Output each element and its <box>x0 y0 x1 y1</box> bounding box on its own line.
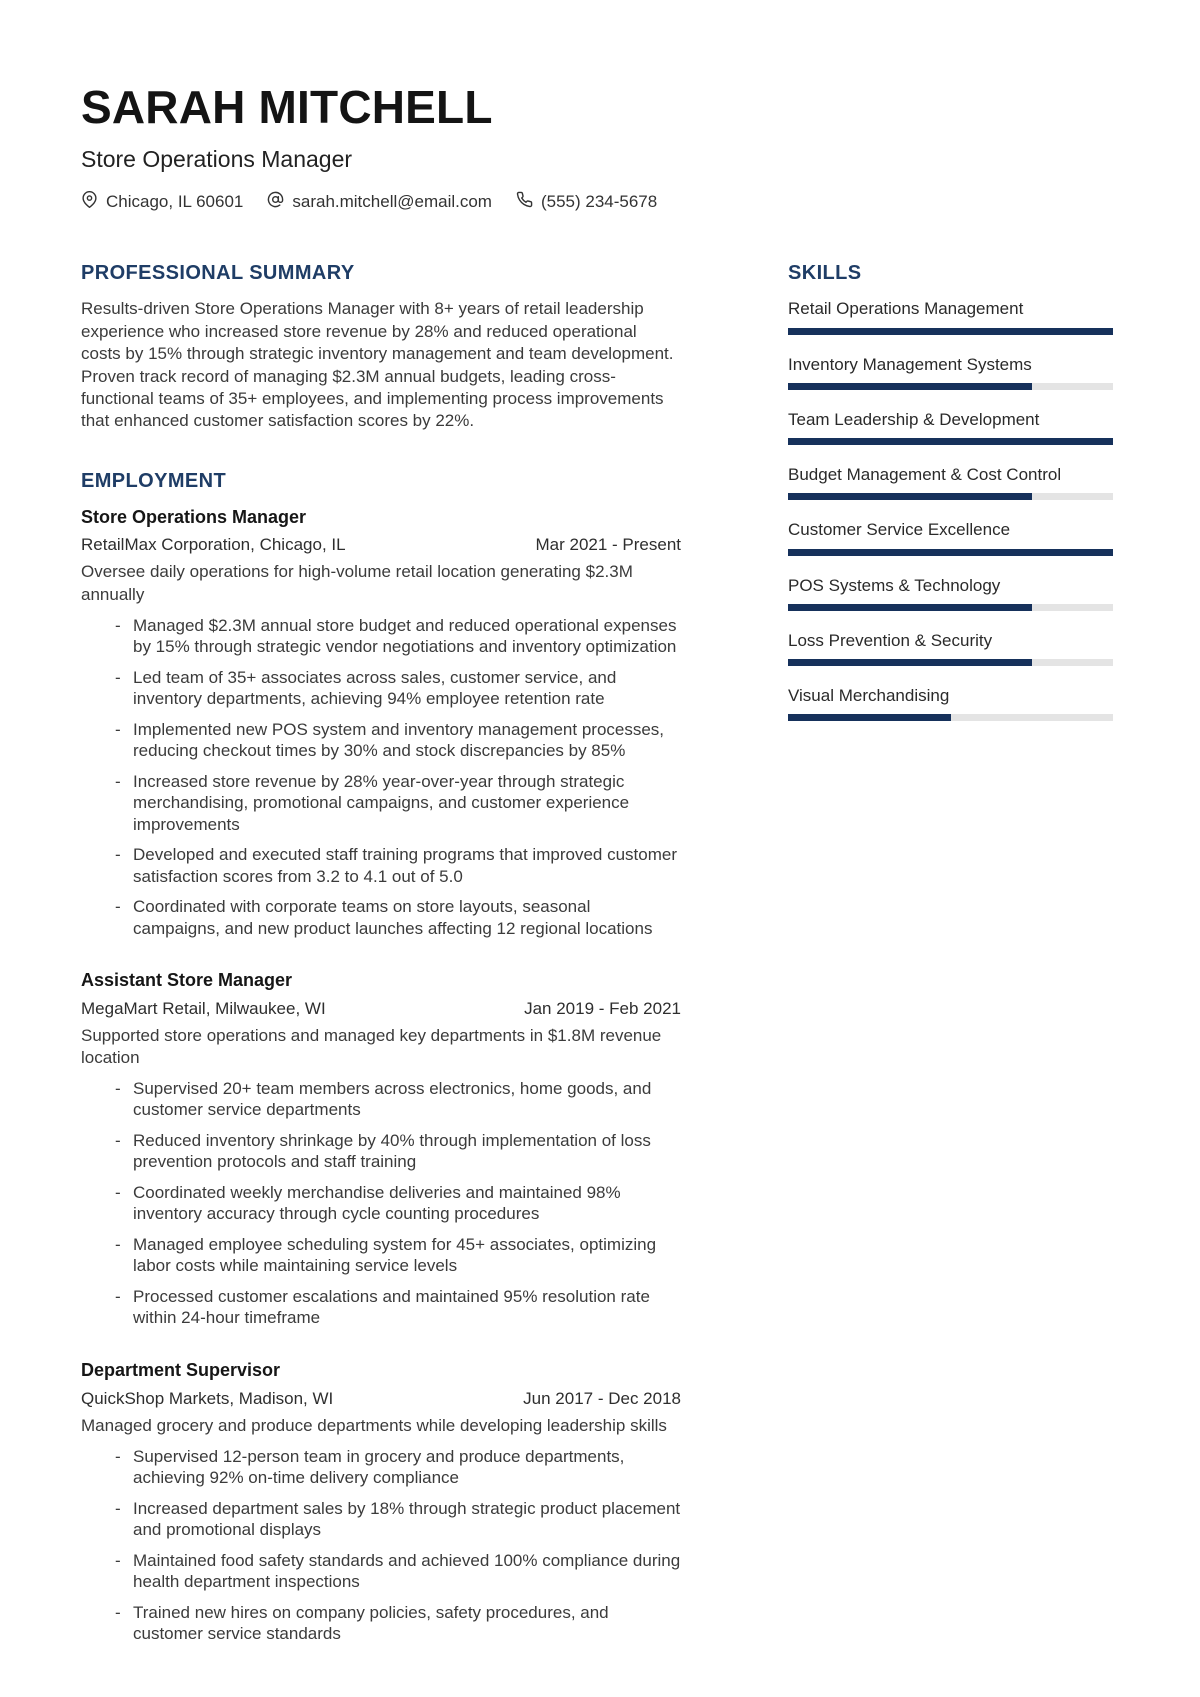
phone-icon <box>516 191 533 213</box>
job-entry <box>81 970 681 1329</box>
skill-bar-fill <box>788 438 1113 445</box>
bullet-text: Led team of 35+ associates across sales, customer service, and inventory departments, achieving 94% employee retention rate <box>133 667 617 709</box>
bullet-text: Increased store revenue by 28% year-over-year through strategic merchandising, promotional campaigns, and customer experience improvements <box>133 771 630 834</box>
resume-header <box>81 81 1113 213</box>
candidate-title: Store Operations Manager <box>81 146 353 172</box>
job-meta-row <box>81 998 681 1020</box>
skill-bar-fill <box>788 383 1032 390</box>
job-bullet <box>81 1182 681 1225</box>
bullet-dash: - <box>115 1602 121 1622</box>
bullet-text: Developed and executed staff training programs that improved customer satisfaction scores from 3.2 to 4.1 out of 5.0 <box>133 845 677 886</box>
skill-item <box>788 685 1113 721</box>
job-summary: Managed grocery and produce departments while developing leadership skills <box>81 1415 667 1435</box>
contact-email <box>267 191 492 213</box>
main-column <box>81 262 681 1644</box>
skill-label: Loss Prevention & Security <box>788 630 993 650</box>
bullet-text: Managed $2.3M annual store budget and reduced operational expenses by 15% through strategic vendor negotiations and inventory optimization <box>133 615 677 657</box>
skill-bar-fill <box>788 659 1032 666</box>
job-bullet-list <box>81 615 681 940</box>
skill-label: Retail Operations Management <box>788 299 1024 319</box>
job-bullet <box>81 719 681 762</box>
skill-bar-track <box>788 604 1113 611</box>
contact-location <box>81 191 243 213</box>
job-company: MegaMart Retail, Milwaukee, WI <box>81 998 326 1018</box>
contact-phone <box>516 191 657 213</box>
job-bullet <box>81 1602 681 1645</box>
job-meta-row <box>81 1388 681 1410</box>
job-bullet <box>81 1286 681 1329</box>
skill-bar-fill <box>788 493 1032 500</box>
skill-bar-fill <box>788 328 1113 335</box>
job-bullet <box>81 1498 681 1541</box>
skills-heading: SKILLS <box>788 262 862 285</box>
bullet-dash: - <box>115 1446 121 1466</box>
bullet-dash: - <box>115 771 121 791</box>
location-pin-icon <box>81 191 98 213</box>
skill-item <box>788 354 1113 390</box>
job-bullet <box>81 667 681 710</box>
bullet-dash: - <box>115 1078 121 1098</box>
bullet-text: Maintained food safety standards and achieved 100% compliance during health department inspections <box>133 1550 681 1592</box>
job-company: QuickShop Markets, Madison, WI <box>81 1388 334 1408</box>
bullet-dash: - <box>115 1286 121 1306</box>
skill-bar-track <box>788 659 1113 666</box>
skill-item <box>788 630 1113 666</box>
skill-bar-fill <box>788 714 951 721</box>
location-text: Chicago, IL 60601 <box>106 192 244 212</box>
bullet-dash: - <box>115 1182 121 1202</box>
skill-bar-track <box>788 328 1113 335</box>
email-at-icon <box>267 191 284 213</box>
bullet-text: Increased department sales by 18% through strategic product placement and promotional displays <box>133 1498 681 1540</box>
bullet-text: Trained new hires on company policies, safety procedures, and customer service standards <box>133 1602 609 1644</box>
job-bullet <box>81 896 681 939</box>
job-entry <box>81 1360 681 1645</box>
job-bullet <box>81 615 681 658</box>
bullet-text: Supervised 20+ team members across electronics, home goods, and customer service departments <box>133 1078 652 1120</box>
skill-bar-fill <box>788 604 1032 611</box>
skill-label: Budget Management & Cost Control <box>788 465 1062 485</box>
bullet-dash: - <box>115 719 121 739</box>
bullet-dash: - <box>115 1498 121 1518</box>
skills-column <box>788 262 1113 1644</box>
skill-bar-track <box>788 493 1113 500</box>
skill-label: Inventory Management Systems <box>788 354 1032 374</box>
job-dates: Mar 2021 - Present <box>535 535 681 555</box>
job-bullet <box>81 771 681 836</box>
employment-section <box>81 470 681 1645</box>
skill-label: POS Systems & Technology <box>788 575 1001 595</box>
bullet-dash: - <box>115 1234 121 1254</box>
bullet-dash: - <box>115 1550 121 1570</box>
resume-body <box>81 262 1113 1644</box>
skill-label: Visual Merchandising <box>788 686 950 706</box>
skill-bar-track <box>788 383 1113 390</box>
job-summary: Oversee daily operations for high-volume retail location generating $2.3M annually <box>81 562 633 604</box>
job-title: Assistant Store Manager <box>81 970 293 991</box>
skill-item <box>788 409 1113 445</box>
bullet-text: Coordinated weekly merchandise deliveries and maintained 98% inventory accuracy through cycle counting procedures <box>133 1182 621 1224</box>
skill-bar-track <box>788 549 1113 556</box>
bullet-text: Reduced inventory shrinkage by 40% through implementation of loss prevention protocols and staff training <box>133 1130 651 1172</box>
skill-label: Customer Service Excellence <box>788 520 1011 540</box>
summary-text: Results-driven Store Operations Manager with 8+ years of retail leadership experience who increased store revenue by 28% and reduced operational costs by 15% through strategic inventory management and team development. Proven track record of managing $2.3M annual budgets, leading cross-functional teams of 35+ employees, and implementing process improvements that enhanced customer satisfaction scores by 22%. <box>81 299 674 431</box>
job-bullet <box>81 1234 681 1277</box>
skill-bar-fill <box>788 549 1113 556</box>
bullet-dash: - <box>115 897 121 917</box>
bullet-dash: - <box>115 615 121 635</box>
job-bullet <box>81 1078 681 1121</box>
skill-bar-track <box>788 438 1113 445</box>
summary-heading: PROFESSIONAL SUMMARY <box>81 262 355 285</box>
bullet-text: Processed customer escalations and maintained 95% resolution rate within 24-hour timeframe <box>133 1286 650 1328</box>
skill-item <box>788 464 1113 500</box>
bullet-text: Coordinated with corporate teams on store layouts, seasonal campaigns, and new product launches affecting 12 regional locations <box>133 897 653 938</box>
job-dates: Jan 2019 - Feb 2021 <box>524 998 681 1018</box>
job-summary: Supported store operations and managed key departments in $1.8M revenue location <box>81 1025 662 1067</box>
job-bullet <box>81 1130 681 1173</box>
job-entry <box>81 507 681 939</box>
bullet-dash: - <box>115 845 121 865</box>
bullet-dash: - <box>115 1130 121 1150</box>
job-dates: Jun 2017 - Dec 2018 <box>523 1388 681 1408</box>
phone-text: (555) 234-5678 <box>540 192 658 212</box>
job-bullet <box>81 844 681 887</box>
bullet-text: Managed employee scheduling system for 45+ associates, optimizing labor costs while maintaining service levels <box>133 1234 657 1276</box>
skill-item <box>788 575 1113 611</box>
job-bullet-list <box>81 1446 681 1645</box>
email-text: sarah.mitchell@email.com <box>292 192 492 212</box>
bullet-dash: - <box>115 667 121 687</box>
employment-heading: EMPLOYMENT <box>81 469 227 492</box>
skill-item <box>788 519 1113 555</box>
job-bullet <box>81 1446 681 1489</box>
job-title: Store Operations Manager <box>81 506 307 527</box>
job-bullet <box>81 1550 681 1593</box>
job-bullet-list <box>81 1078 681 1329</box>
candidate-name: SARAH MITCHELL <box>81 81 493 133</box>
job-title: Department Supervisor <box>81 1359 281 1380</box>
skill-bar-track <box>788 714 1113 721</box>
job-meta-row <box>81 534 681 556</box>
job-company: RetailMax Corporation, Chicago, IL <box>81 535 346 555</box>
contact-row <box>81 191 1113 213</box>
skill-label: Team Leadership & Development <box>788 409 1040 429</box>
summary-section <box>81 262 681 432</box>
bullet-text: Implemented new POS system and inventory management processes, reducing checkout times by 30% and stock discrepancies by 85% <box>133 719 665 761</box>
skill-item <box>788 298 1113 334</box>
bullet-text: Supervised 12-person team in grocery and produce departments, achieving 92% on-time delivery compliance <box>133 1446 625 1488</box>
